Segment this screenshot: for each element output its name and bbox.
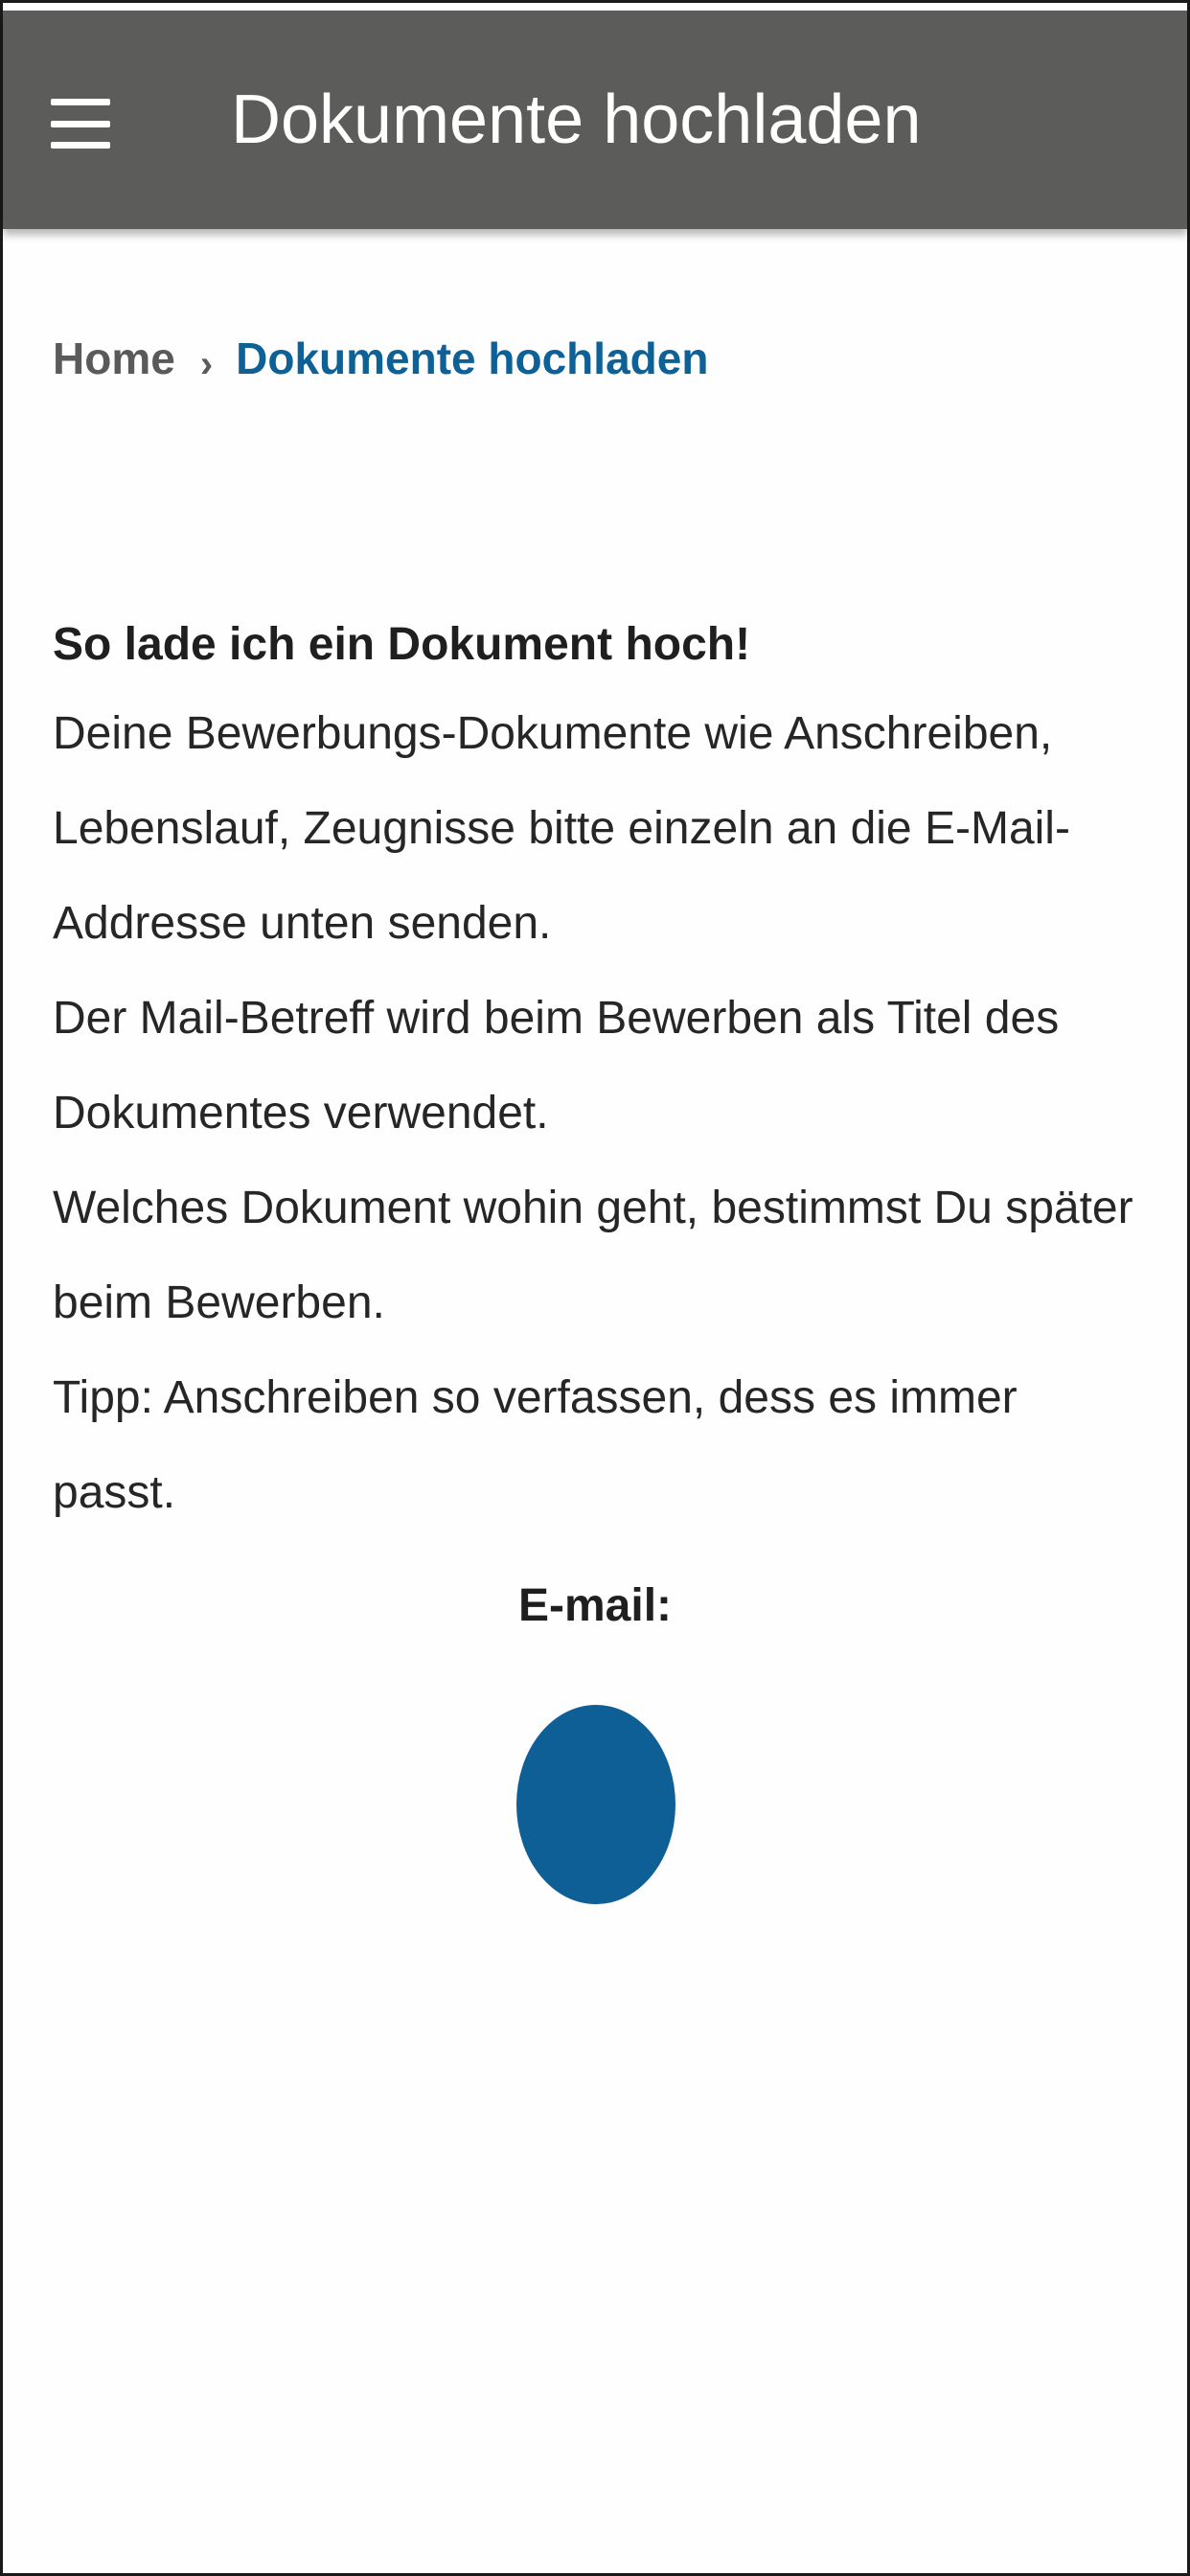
instructions-heading: So lade ich ein Dokument hoch! [53, 619, 751, 670]
instructions-section [53, 613, 1145, 1540]
email-button[interactable] [516, 1705, 675, 1904]
instructions-paragraph: Deine Bewerbungs-Dokumente wie Anschreiben, Lebenslauf, Zeugnisse bitte einzeln an die E-Mail-Addresse unten senden. [53, 708, 1070, 949]
breadcrumb [53, 333, 708, 384]
instructions-paragraph: Der Mail-Betreff wird beim Bewerben als Titel des Dokumentes verwendet. [53, 993, 1060, 1138]
app-bar [3, 11, 1187, 229]
hamburger-menu-icon [51, 99, 110, 149]
instructions-paragraph: Welches Dokument wohin geht, bestimmst Du später beim Bewerben. [53, 1183, 1133, 1328]
page-title: Dokumente hochladen [231, 81, 922, 158]
breadcrumb-separator-icon: › [199, 342, 214, 385]
breadcrumb-home-link[interactable]: Home [53, 334, 175, 383]
breadcrumb-current: Dokumente hochladen [236, 334, 709, 383]
instructions-paragraph: Tipp: Anschreiben so verfassen, dess es immer passt. [53, 1372, 1018, 1518]
menu-button[interactable] [51, 89, 137, 158]
email-label: E-mail: [517, 1580, 673, 1631]
